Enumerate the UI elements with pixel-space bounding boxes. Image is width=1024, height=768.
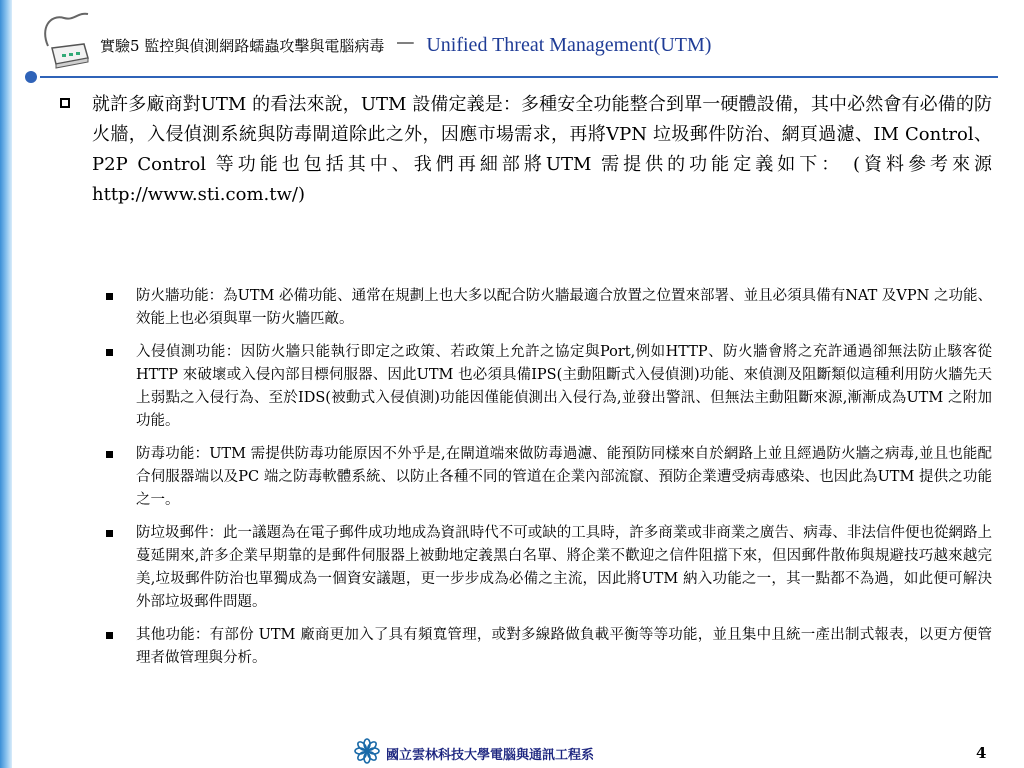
footer-school-name: 國立雲林科技大學電腦與通訊工程系 <box>386 748 595 763</box>
hollow-square-bullet-icon <box>60 98 70 108</box>
header-divider-dot <box>25 71 37 83</box>
list-item-text: 其他功能：有部份 UTM 廠商更加入了具有頻寬管理，或對多線路做負載平衡等等功能，並且集中且統一產出制式報表，以更方便管理者做管理與分析。 <box>136 627 992 666</box>
list-item-text: 防垃圾郵件：此一議題為在電子郵件成功地成為資訊時代不可或缺的工具時，許多商業或非商業之廣告、病毒、非法信件便也從網路上蔓延開來,許多企業早期靠的是郵件伺服器上被動地定義黑白名單、將企業不歡迎之信件阻擋下來，但因郵件散佈與規避技巧越來越完美,垃圾郵件防治也單獨成為一個資安議題，更一步步成為必備之主流，因此將UTM 納入功能之一，其一點都不為過，如此便可解決外部垃圾郵件問題。 <box>136 525 992 610</box>
title-dash: － <box>394 32 417 57</box>
list-item-text: 防毒功能：UTM 需提供防毒功能原因不外乎是,在閘道端來做防毒過濾、能預防同樣來自於網路上並且經過防火牆之病毒,並且也能配合伺服器端以及PC 端之防毒軟體系統、以防止各種不同的管道在企業內部流竄、預防企業遭受病毒感染、也因此為UTM 提供之功能之一。 <box>136 446 992 508</box>
square-bullet-icon <box>106 293 113 300</box>
header-divider <box>40 76 998 78</box>
intro-text: 就許多廠商對UTM 的看法來說，UTM 設備定義是：多種安全功能整合到單一硬體設備，其中必然會有必備的防火牆，入侵偵測系統與防毒閘道除此之外，因應市場需求，再將VPN 垃圾郵件防治、網頁過濾、IM Control、P2P Control 等功能也包括其中、我們再細部將UTM 需提供的功能定義如下： (資料參考來源 http://www.sti.com.tw/) <box>92 94 992 205</box>
square-bullet-icon <box>106 451 113 458</box>
slide-title <box>100 32 1000 59</box>
intro-paragraph <box>60 90 992 210</box>
list-item-antivirus <box>104 443 992 512</box>
title-chinese: 實驗5 監控與偵測網路蠕蟲攻擊與電腦病毒 <box>100 37 385 55</box>
list-item-text: 防火牆功能：為UTM 必備功能、通常在規劃上也大多以配合防火牆最適合放置之位置來部署、並且必須具備有NAT 及VPN 之功能、效能上也必須與單一防火牆匹敵。 <box>136 288 992 327</box>
function-list <box>104 285 992 680</box>
list-item-intrusion-detection <box>104 341 992 433</box>
left-gradient-bar <box>0 0 12 768</box>
title-english: Unified Threat Management(UTM) <box>426 34 712 56</box>
list-item-other <box>104 624 992 670</box>
list-item-antispam <box>104 522 992 614</box>
square-bullet-icon <box>106 349 113 356</box>
page-number: 4 <box>976 744 987 762</box>
network-device-icon <box>38 8 98 74</box>
list-item-firewall <box>104 285 992 331</box>
university-logo-icon <box>354 738 380 764</box>
square-bullet-icon <box>106 530 113 537</box>
list-item-text: 入侵偵測功能：因防火牆只能執行即定之政策、若政策上允許之協定與Port,例如HTTP、防火牆會將之充許通過卻無法防止駭客從HTTP 來破壞或入侵內部目標伺服器、因此UTM 也必須具備IPS(主動阻斷式入侵偵測)功能、來偵測及阻斷類似這種利用防火牆先天上弱點之入侵行為、至於IDS(被動式入侵偵測)功能因僅能偵測出入侵行為,並發出警訊、但無法主動阻斷來源,漸漸成為UTM 之附加功能。 <box>136 344 992 429</box>
square-bullet-icon <box>106 632 113 639</box>
